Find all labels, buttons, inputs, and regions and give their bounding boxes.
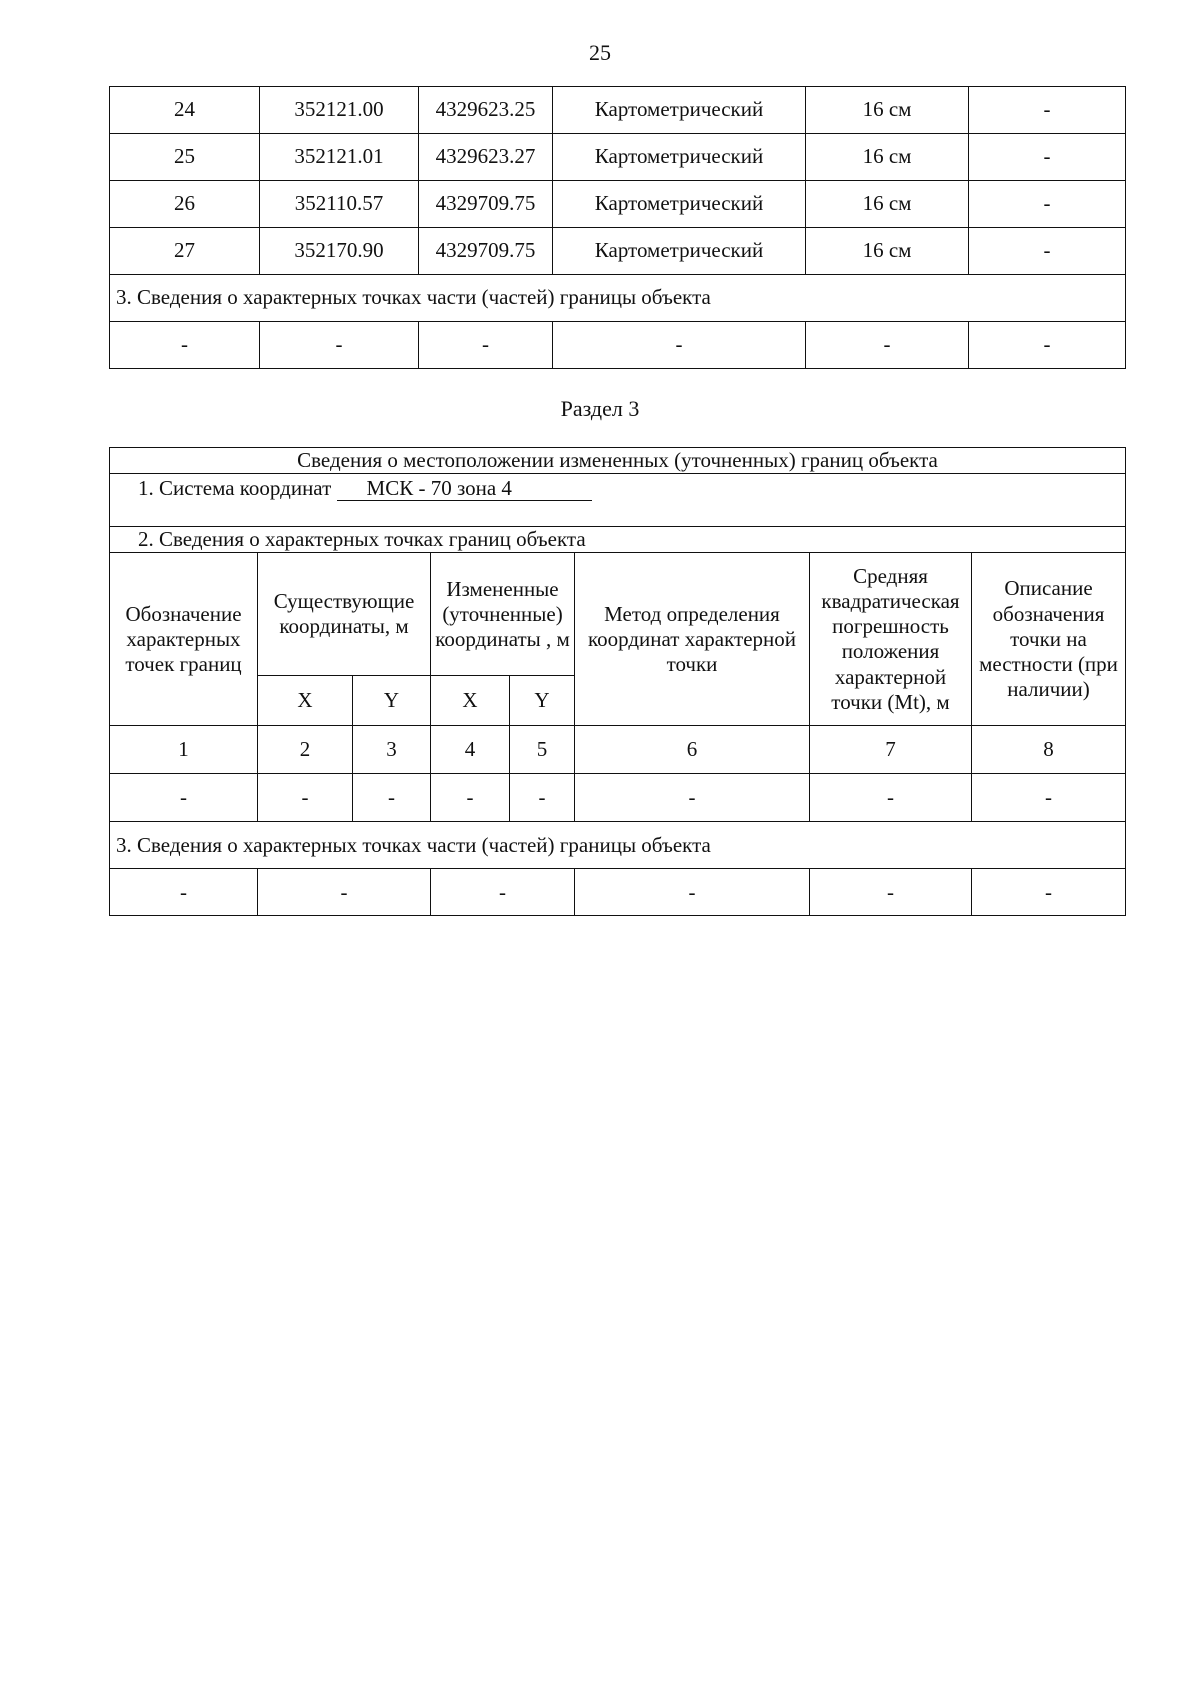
table-row	[110, 87, 1126, 134]
table-row	[110, 181, 1126, 228]
x-coordinate-cell: 352121.01	[260, 134, 419, 181]
dash-cell: -	[810, 774, 972, 822]
header-error: Средняя квадратическая погрешность положения характерной точки (Mt), м	[810, 553, 972, 726]
table-row	[110, 228, 1126, 275]
empty-data-row	[110, 774, 1126, 822]
header-y-changed: Y	[510, 676, 575, 726]
dash-cell: -	[972, 774, 1126, 822]
y-coordinate-cell: 4329623.25	[419, 87, 553, 134]
dash-cell: -	[419, 322, 553, 369]
column-number: 6	[575, 726, 810, 774]
dash-cell: -	[110, 869, 258, 916]
parts-heading: 3. Сведения о характерных точках части (частей) границы объекта	[110, 822, 1126, 869]
dash-cell: -	[810, 869, 972, 916]
header-y-existing: Y	[353, 676, 431, 726]
underline-blank	[337, 480, 367, 501]
header-x-existing: X	[258, 676, 353, 726]
dash-cell: -	[353, 774, 431, 822]
point-number-cell: 25	[110, 134, 260, 181]
y-coordinate-cell: 4329709.75	[419, 181, 553, 228]
parts-heading-row	[110, 275, 1126, 322]
header-designation: Обозначение характерных точек границ	[110, 553, 258, 726]
header-x-changed: X	[431, 676, 510, 726]
header-description: Описание обозначения точки на местности (при наличии)	[972, 553, 1126, 726]
x-coordinate-cell: 352121.00	[260, 87, 419, 134]
column-number: 1	[110, 726, 258, 774]
coord-system-value: МСК - 70 зона 4	[366, 476, 512, 501]
header-row	[110, 553, 1126, 676]
coord-system-label: 1. Система координат	[138, 476, 332, 501]
dash-cell: -	[575, 774, 810, 822]
header-existing-coords: Существующие координаты, м	[258, 553, 431, 676]
dash-cell: -	[553, 322, 806, 369]
column-number: 4	[431, 726, 510, 774]
table-title: Сведения о местоположении измененных (уточненных) границ объекта	[110, 448, 1126, 474]
header-changed-coords: Измененные (уточненные) координаты , м	[431, 553, 575, 676]
dash-cell: -	[510, 774, 575, 822]
method-cell: Картометрический	[553, 181, 806, 228]
changed-boundaries-table	[109, 447, 1126, 916]
dash-cell: -	[258, 869, 431, 916]
points-heading: 2. Сведения о характерных точках границ объекта	[110, 527, 1126, 553]
column-number: 5	[510, 726, 575, 774]
dash-cell: -	[575, 869, 810, 916]
x-coordinate-cell: 352170.90	[260, 228, 419, 275]
dash-cell: -	[431, 774, 510, 822]
x-coordinate-cell: 352110.57	[260, 181, 419, 228]
point-number-cell: 24	[110, 87, 260, 134]
column-number: 8	[972, 726, 1126, 774]
parts-heading: 3. Сведения о характерных точках части (частей) границы объекта	[110, 275, 1126, 322]
parts-heading-row	[110, 822, 1126, 869]
points-heading-row	[110, 527, 1126, 553]
header-method: Метод определения координат характерной точки	[575, 553, 810, 726]
method-cell: Картометрический	[553, 134, 806, 181]
dash-cell: -	[969, 322, 1126, 369]
parts-row	[110, 869, 1126, 916]
y-coordinate-cell: 4329623.27	[419, 134, 553, 181]
section-title: Раздел 3	[560, 396, 640, 421]
table-title-row	[110, 448, 1126, 474]
description-cell: -	[969, 134, 1126, 181]
coord-system-row	[110, 474, 1126, 527]
table-row	[110, 134, 1126, 181]
y-coordinate-cell: 4329709.75	[419, 228, 553, 275]
description-cell: -	[969, 228, 1126, 275]
description-cell: -	[969, 181, 1126, 228]
error-cell: 16 см	[806, 134, 969, 181]
error-cell: 16 см	[806, 181, 969, 228]
dash-cell: -	[260, 322, 419, 369]
dash-cell: -	[110, 322, 260, 369]
page-number: 25	[589, 40, 611, 65]
column-number: 7	[810, 726, 972, 774]
dash-cell: -	[972, 869, 1126, 916]
dash-cell: -	[258, 774, 353, 822]
underline-blank	[512, 480, 592, 501]
point-number-cell: 27	[110, 228, 260, 275]
error-cell: 16 см	[806, 228, 969, 275]
description-cell: -	[969, 87, 1126, 134]
column-number: 2	[258, 726, 353, 774]
error-cell: 16 см	[806, 87, 969, 134]
column-number: 3	[353, 726, 431, 774]
point-number-cell: 26	[110, 181, 260, 228]
method-cell: Картометрический	[553, 87, 806, 134]
boundary-points-table-continued	[109, 86, 1126, 369]
dash-cell: -	[806, 322, 969, 369]
method-cell: Картометрический	[553, 228, 806, 275]
coord-system-cell	[110, 474, 1126, 527]
dash-cell: -	[431, 869, 575, 916]
parts-row	[110, 322, 1126, 369]
column-numbers-row	[110, 726, 1126, 774]
dash-cell: -	[110, 774, 258, 822]
